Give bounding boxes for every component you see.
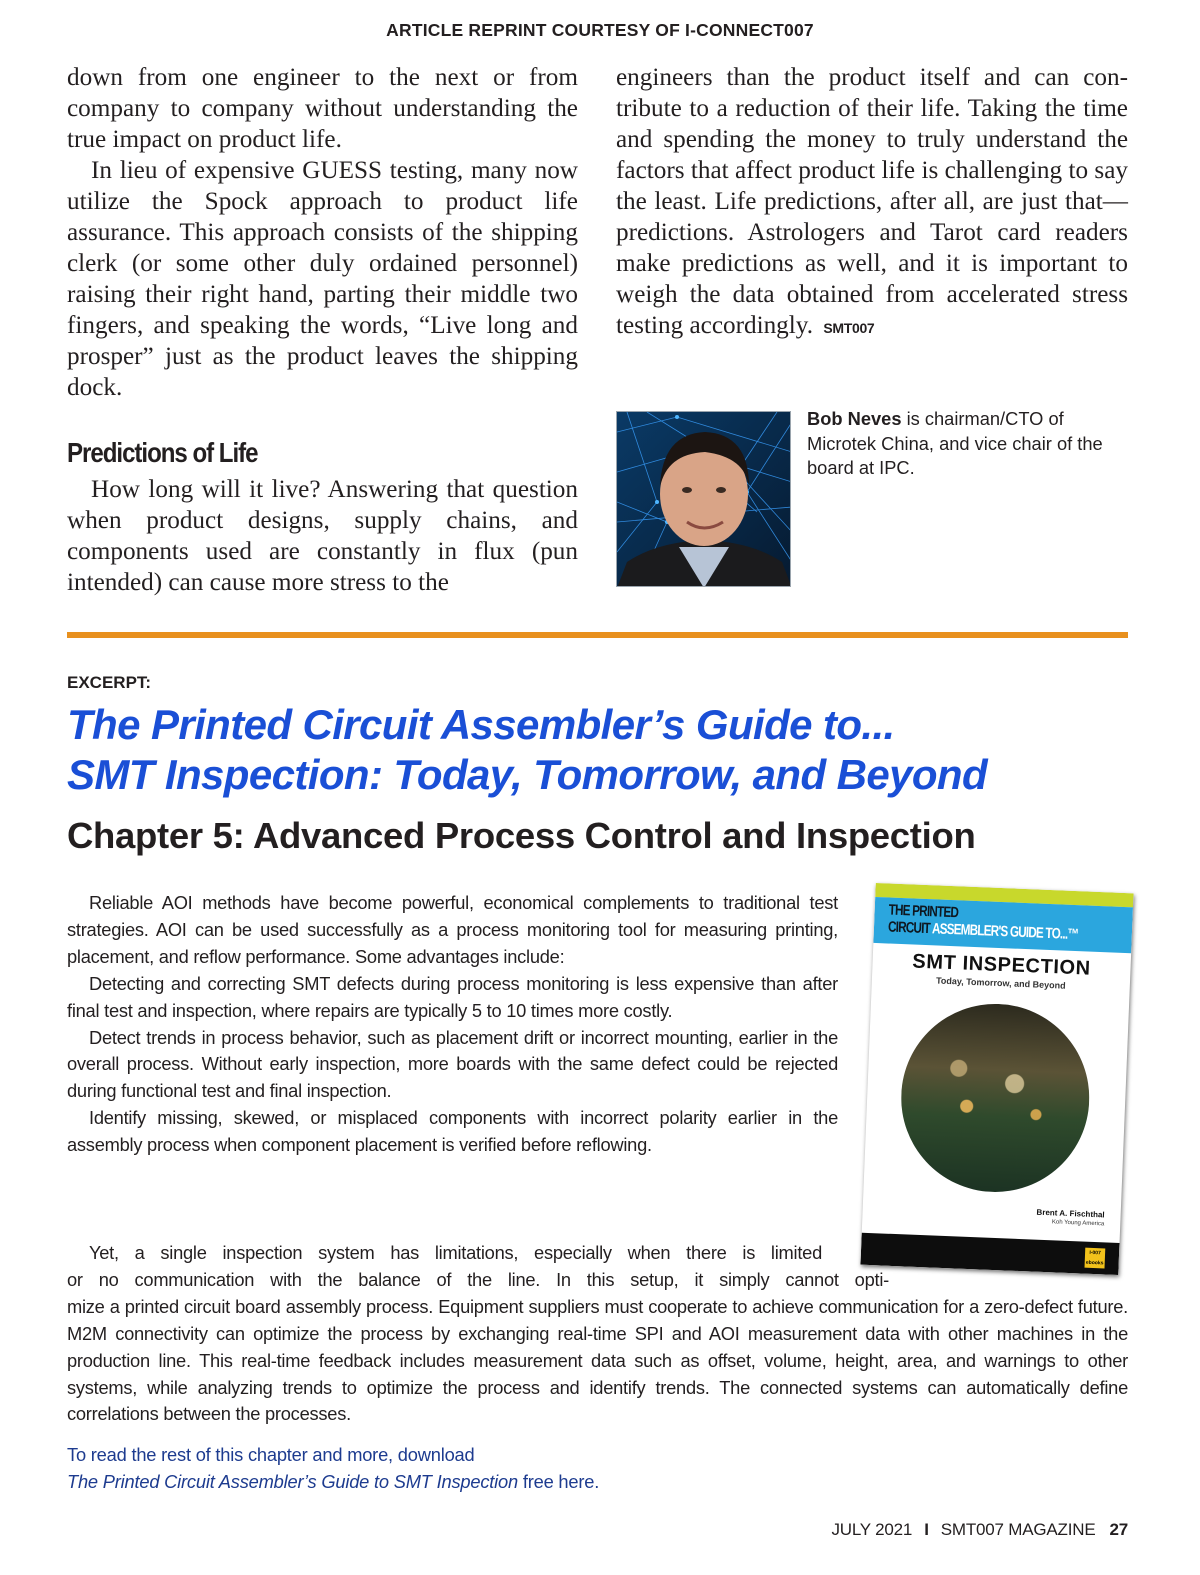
cover-subtitle: Today, Tomorrow, and Beyond xyxy=(935,975,1066,991)
chapter-title: Chapter 5: Advanced Process Control and Inspection xyxy=(67,815,976,856)
article-right-column xyxy=(616,62,1128,344)
end-tag: SMT007 xyxy=(823,320,875,336)
author-name: Bob Neves xyxy=(807,408,902,429)
download-cta xyxy=(67,1442,599,1495)
cta-book-link[interactable]: The Printed Circuit Assembler’s Guide to SMT Inspection xyxy=(67,1470,518,1492)
excerpt-label: EXCERPT: xyxy=(67,673,152,692)
article-left-column xyxy=(67,62,578,403)
cover-series-dark: CIRCUIT xyxy=(887,918,933,938)
author-photo xyxy=(616,411,791,587)
cover-circuit-board-photo xyxy=(898,1000,1093,1195)
cover-main-title: SMT INSPECTION xyxy=(911,950,1092,980)
cover-series-line-1: THE PRINTED xyxy=(888,901,959,922)
book-title-line-2: SMT Inspection: Today, Tomorrow, and Beyond xyxy=(67,751,988,798)
excerpt-line: Yet, a single inspection system has limitations, especially when there is limited xyxy=(89,1242,822,1263)
article-paragraph: In lieu of expensive GUESS testing, many now utilize the Spock approach to product life assurance. This approach consists of the shipping clerk (or some other duly ordained personnel) raising their right hand, parting their middle two fingers, and speaking the words, “Live long and prosper” just as the product leaves the shipping dock. xyxy=(67,157,578,401)
section-divider xyxy=(67,632,1128,638)
cover-company: Koh Young America xyxy=(1051,1219,1105,1228)
article-paragraph: How long will it live? Answering that question when product designs, supply chains, and components used are constantly in flux (pun intended) can cause more stress to the xyxy=(67,476,578,596)
article-paragraph-text: engineers than the product itself and can contribute to a reduction of their life. Taking the time and spending the money to truly understand the factors that affect product life is challenging to say the least. Life predictions, after all, are just that—predictions. Astrologers and Tarot card readers make predictions as well, and it is important to weigh the data obtained from accelerated stress testing accordingly. xyxy=(616,64,1128,339)
author-bio xyxy=(807,407,1127,481)
cta-line-1: To read the rest of this chapter and more, download xyxy=(67,1444,475,1465)
footer-separator: I xyxy=(924,1520,929,1539)
book-cover-image[interactable] xyxy=(860,883,1133,1275)
article-left-column-2 xyxy=(67,474,578,598)
cta-line-2[interactable] xyxy=(67,1469,599,1496)
page-number: 27 xyxy=(1109,1520,1128,1539)
cover-series-accent: ASSEMBLER'S GUIDE TO...™ xyxy=(931,920,1079,944)
excerpt-line: or no communication with the balance of the line. In this setup, it simply cannot opti- xyxy=(67,1268,889,1290)
author-bio-text: is chairman/CTO of Microtek China, and vice chair of the board at IPC. xyxy=(807,408,1103,478)
page-footer xyxy=(831,1520,1128,1540)
article-paragraph xyxy=(616,62,1128,344)
article-paragraph: down from one engineer to the next or from company to company without understanding the true impact on product life. xyxy=(67,64,578,153)
publisher-logo-icon: I-007 ebooks xyxy=(1084,1248,1105,1269)
cta-suffix[interactable]: free here. xyxy=(517,1470,600,1492)
excerpt-paragraph: Detecting and correcting SMT defects during process monitoring is less expensive than after final test and inspection, where repairs are typically 5 to 10 times more costly. xyxy=(67,972,838,1021)
excerpt-paragraph: Reliable AOI methods have become powerful, economical complements to traditional test strategies. AOI can be used successfully as a process monitoring tool for measuring printing, placement, and reflow performance. Some advantages include: xyxy=(67,892,838,967)
cover-author: Brent A. Fischthal xyxy=(1036,1207,1105,1220)
section-subhead: Predictions of Life xyxy=(67,437,258,468)
running-head: ARTICLE REPRINT COURTESY OF I-CONNECT007 xyxy=(386,20,814,40)
author-photo-image xyxy=(617,412,791,587)
footer-date: JULY 2021 xyxy=(831,1520,913,1539)
book-title-line-1: The Printed Circuit Assembler’s Guide to... xyxy=(67,701,895,748)
footer-publication: SMT007 MAGAZINE xyxy=(940,1520,1096,1539)
book-title xyxy=(67,700,1147,800)
excerpt-body xyxy=(67,890,838,1159)
excerpt-paragraph: Detect trends in process behavior, such as placement drift or incorrect mounting, earlier in the overall process. Without early inspection, more boards with the same defect could be rejected during functional test and final inspection. xyxy=(67,1026,838,1102)
excerpt-paragraph: Identify missing, skewed, or misplaced components with incorrect polarity earlier in the assembly process when component placement is verified before reflowing. xyxy=(67,1107,838,1156)
excerpt-paragraph: mize a printed circuit board assembly process. Equipment suppliers must cooperate to achieve communication for a zero-defect future. M2M connectivity can optimize the process by exchanging real-time SPI and AOI measurement data with other machines in the production line. This real-time feedback includes measurement data such as offset, volume, height, area, and warnings to other systems, while analyzing trends to optimize the process and identify trends. The connected systems can automatically define correlations between the processes. xyxy=(67,1295,1128,1425)
